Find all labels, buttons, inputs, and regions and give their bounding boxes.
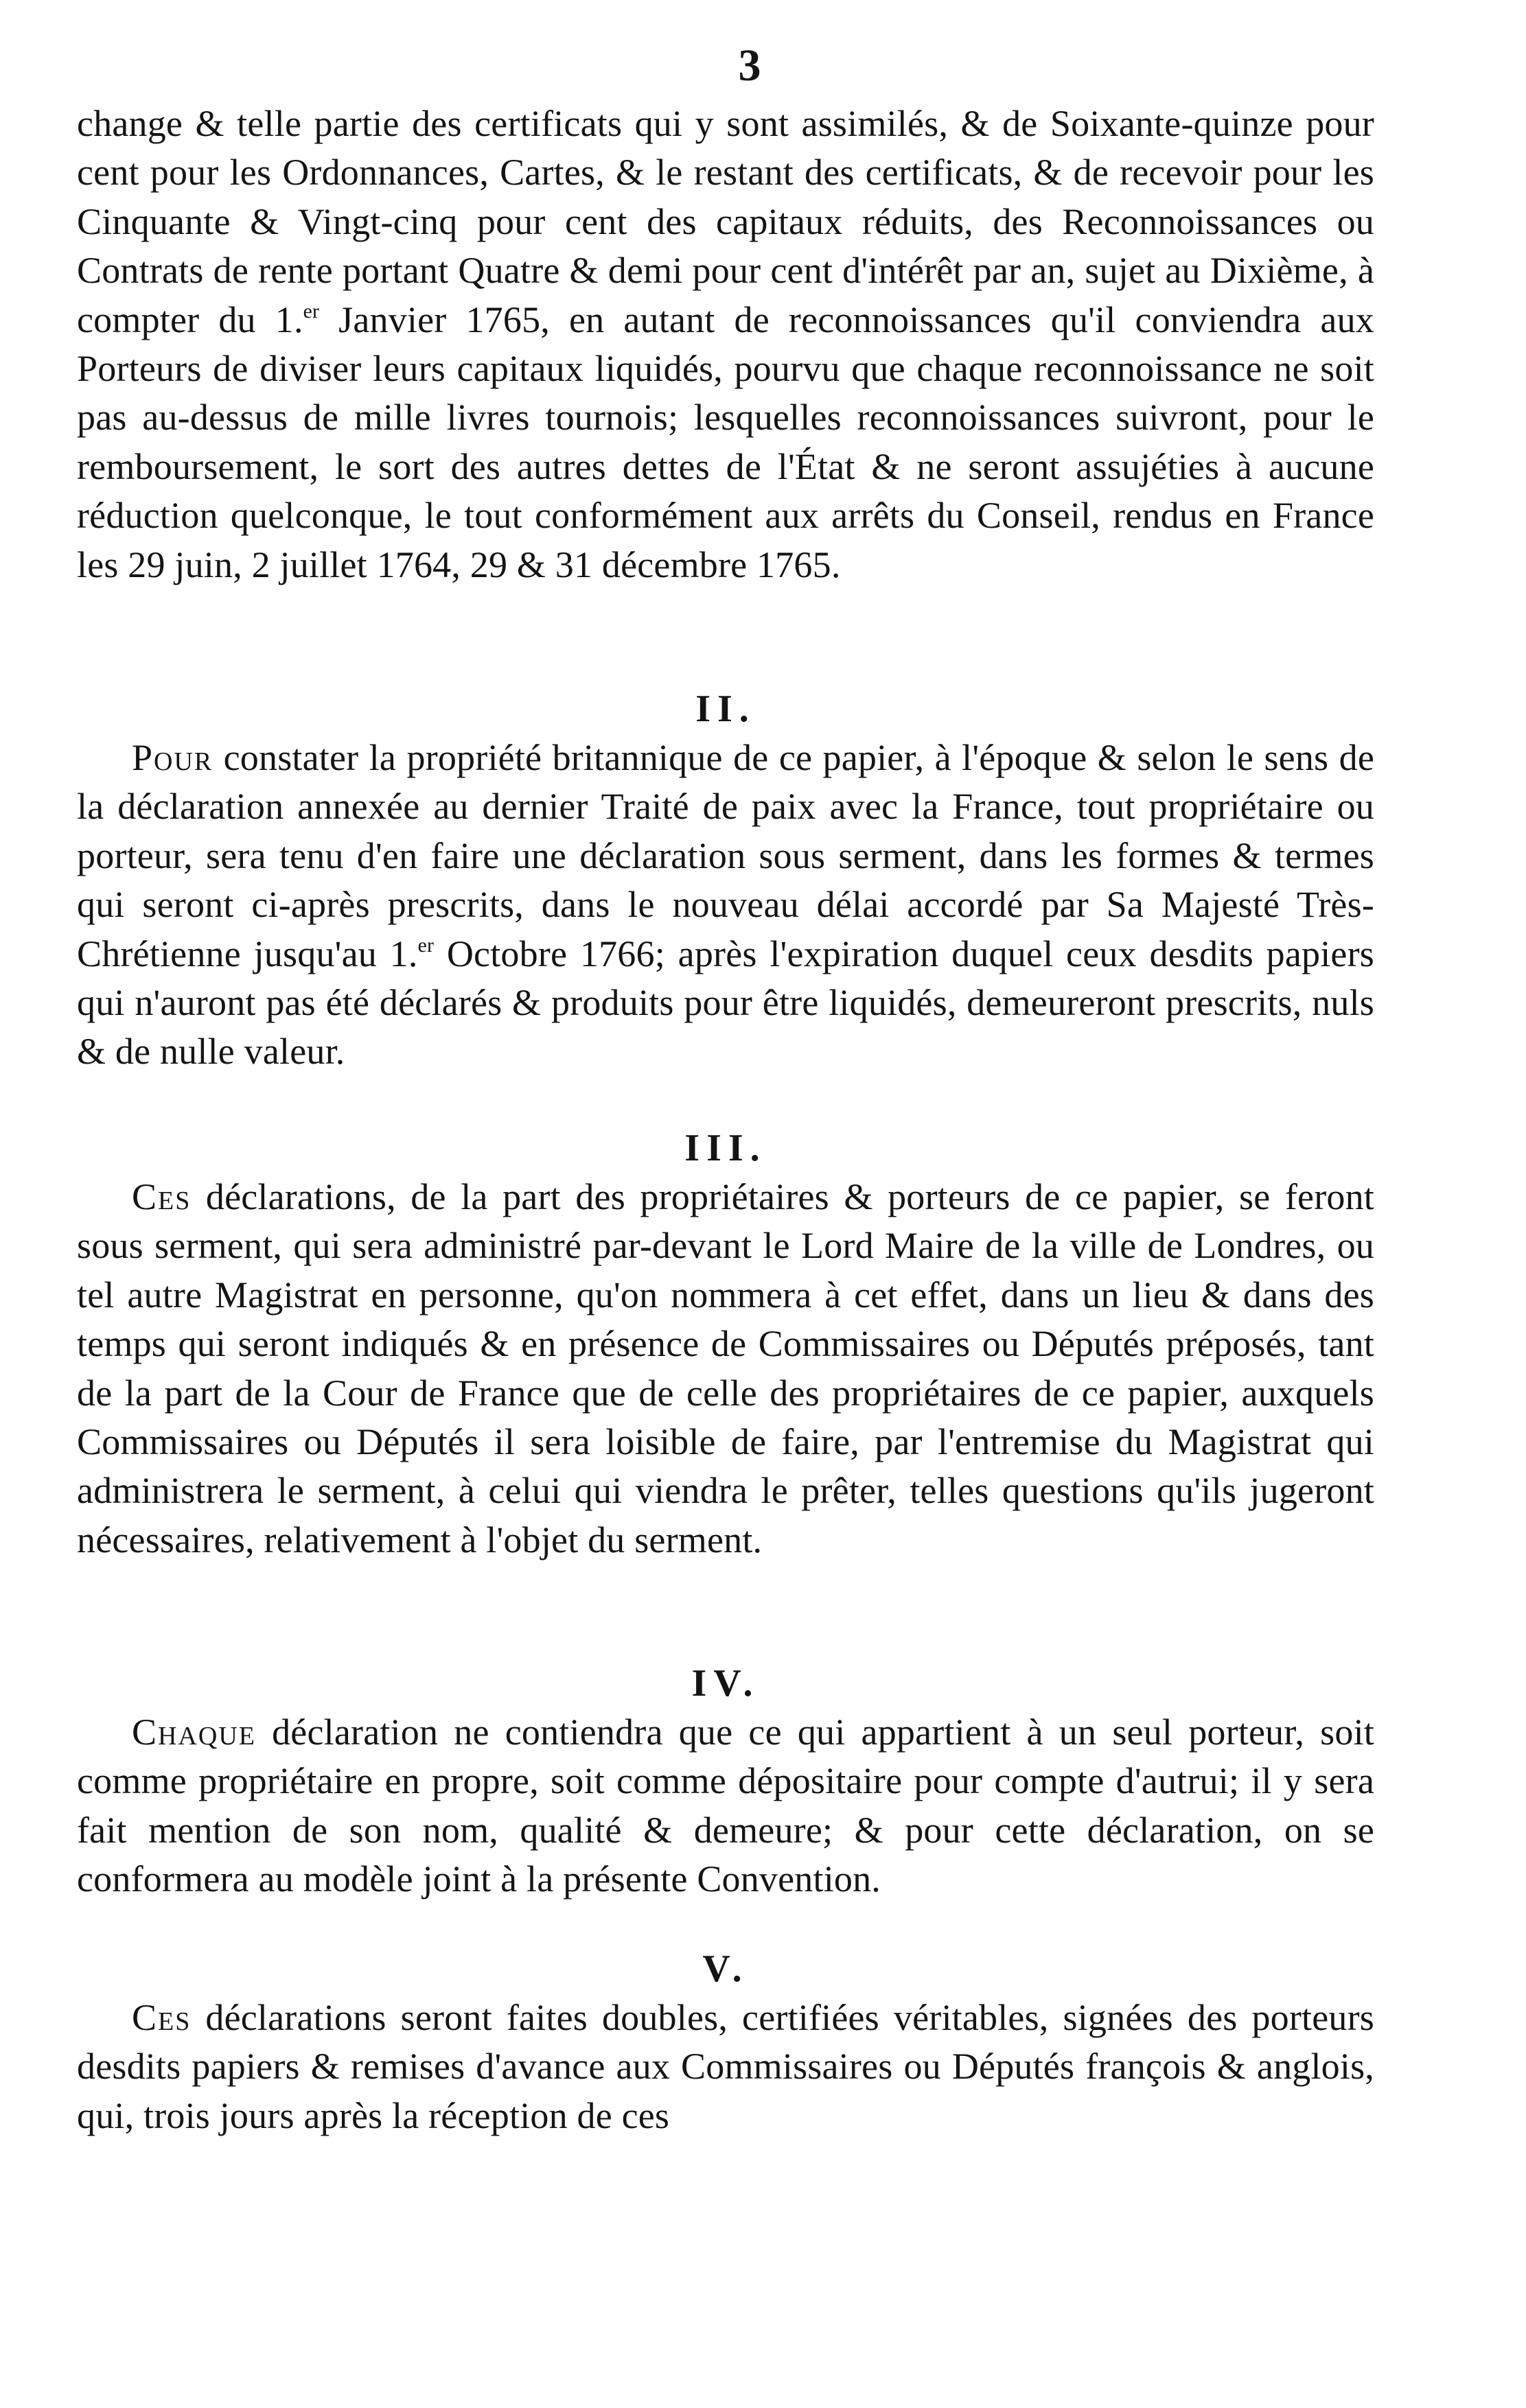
paragraph-text: Janvier 1765, en autant de reconnoissances qu'il conviendra aux Porteurs de diviser leurs capitaux liquidés, pourvu que chaque reconnoissance ne soit pas au-dessus de mille livres tournois; lesquelles reconnoissances suivront, pour le remboursement, le sort des autres dettes de l'État & ne seront assujéties à aucune réduction quelconque, le tout conformément aux arrêts du Conseil, rendus en France les 29 juin, 2 juillet 1764, 29 & 31 décembre 1765. (77, 299, 1374, 585)
paragraph-text: déclarations, de la part des propriétaires & porteurs de ce papier, se feront sous serment, qui sera administré par-devant le Lord Maire de la ville de Londres, ou tel autre Magistrat en personne, qu'on nommera à cet effet, dans un lieu & dans des temps qui seront indiqués & en présence de Commissaires ou Députés préposés, tant de la part de la Cour de France que de celle des propriétaires de ce papier, auxquels Commissaires ou Députés il sera loisible de faire, par l'entremise du Magistrat qui administrera le serment, à celui qui viendra le prêter, telles questions qu'ils jugeront nécessaires, relativement à l'objet du serment. (77, 1176, 1374, 1560)
article-3 (77, 1173, 1374, 1565)
article-heading-5: V. (702, 1948, 749, 1990)
article-2 (77, 734, 1374, 1077)
paragraph (77, 1994, 1374, 2140)
lead-word: Ces (132, 1997, 192, 2038)
lead-word: Pour (132, 737, 213, 778)
ordinal-suffix: er (417, 934, 435, 957)
article-heading-2: II. (695, 688, 756, 730)
ordinal-suffix: er (303, 300, 320, 323)
article-heading-4: IV. (691, 1662, 760, 1705)
paragraph (77, 734, 1374, 1077)
paragraph-text: Octobre 1766; après l'expiration duquel ceux desdits papiers qui n'auront pas été déclarés & produits pour être liquidés, demeureront prescrits, nuls & de nulle valeur. (77, 933, 1375, 1073)
page-number: 3 (738, 40, 761, 91)
paragraph-text: déclaration ne contiendra que ce qui appartient à un seul porteur, soit comme propriétaire en propre, soit comme dépositaire pour compte d'autrui; il y sera fait mention de son nom, qualité & demeure; & pour cette déclaration, on se conformera au modèle joint à la présente Convention. (77, 1711, 1374, 1900)
article-continuation (77, 100, 1374, 589)
paragraph-text: constater la propriété britannique de ce papier, à l'époque & selon le sens de la déclaration annexée au dernier Traité de paix avec la France, tout propriétaire ou porteur, sera tenu d'en faire une déclaration sous serment, dans les formes & termes qui seront ci-après prescrits, dans le nouveau délai accordé par Sa Majesté Très-Chrétienne jusqu'au 1. (77, 737, 1374, 974)
article-5 (77, 1994, 1374, 2140)
article-4 (77, 1708, 1374, 1904)
lead-word: Chaque (132, 1711, 256, 1753)
paragraph (77, 100, 1374, 589)
paragraph (77, 1173, 1374, 1565)
paragraph (77, 1708, 1374, 1904)
paragraph-text: déclarations seront faites doubles, certifiées véritables, signées des porteurs desdits papiers & remises d'avance aux Commissaires ou Députés françois & anglois, qui, trois jours après la réception de ces (77, 1997, 1374, 2136)
article-heading-3: III. (684, 1127, 767, 1169)
paragraph-text: change & telle partie des certificats qui y sont assimilés, & de Soixante-quinze pour cent pour les Ordonnances, Cartes, & le restant des certificats, & de recevoir pour les Cinquante & Vingt-cinq pour cent des capitaux réduits, des Reconnoissances ou Contrats de rente portant Quatre & demi pour cent d'intérêt par an, sujet au Dixième, à compter du 1. (77, 103, 1374, 340)
lead-word: Ces (132, 1176, 192, 1217)
